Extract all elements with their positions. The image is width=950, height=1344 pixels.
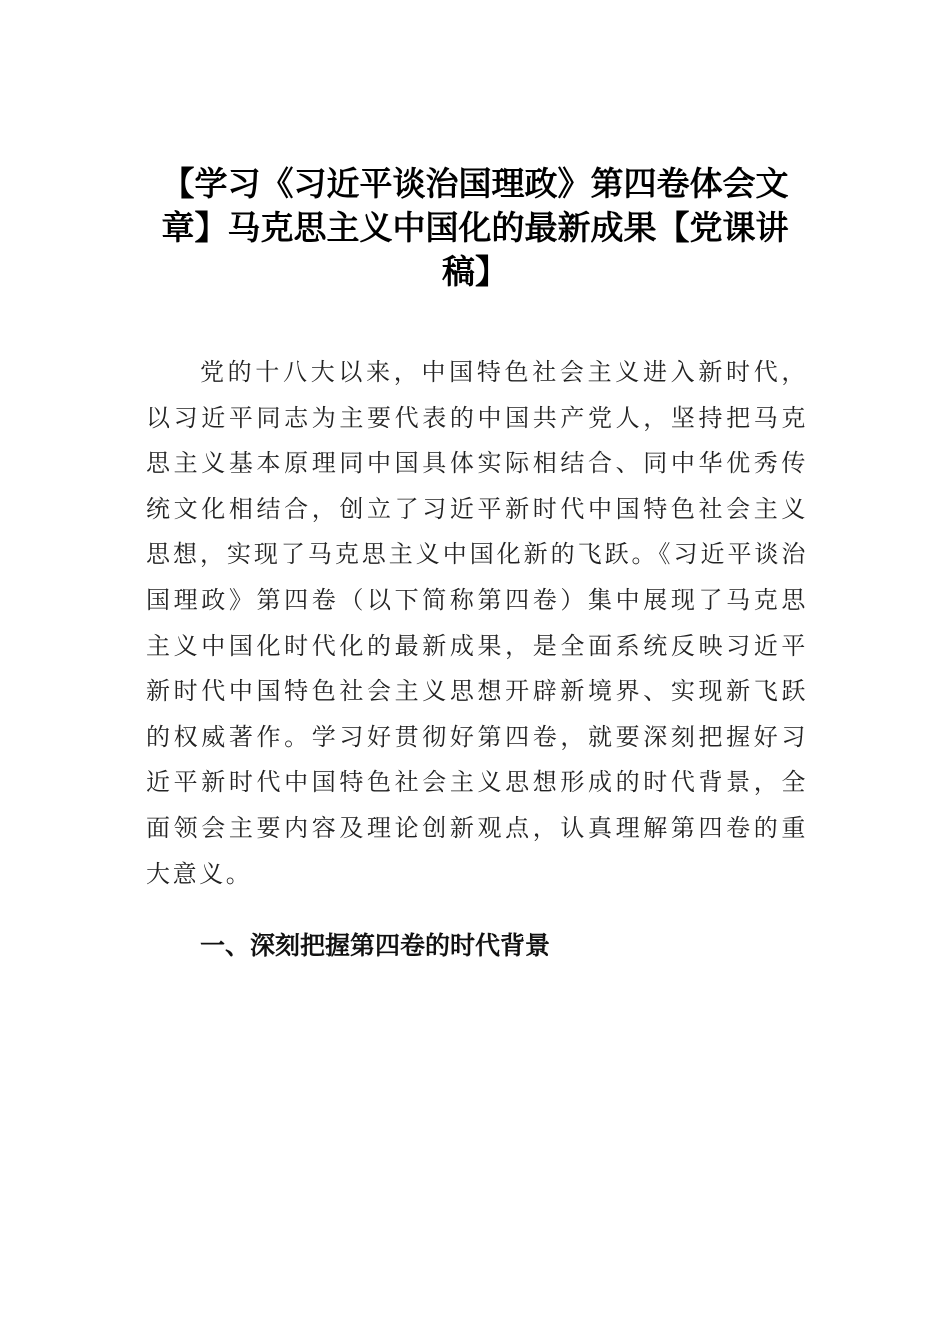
document-title: 【学习《习近平谈治国理政》第四卷体会文章】马克思主义中国化的最新成果【党课讲稿】 — [161, 164, 789, 291]
section-heading: 一、深刻把握第四卷的时代背景 — [200, 931, 551, 960]
body-paragraph: 党的十八大以来，中国特色社会主义进入新时代，以习近平同志为主要代表的中国共产党人，坚持把马克思主义基本原理同中国具体实际相结合、同中华优秀传统文化相结合，创立了习近平新时代中国特色社会主义思想，实现了马克思主义中国化新的飞跃。《习近平谈治国理政》第四卷（以下简称第四卷）集中展现了马克思主义中国化时代化的最新成果，是全面系统反映习近平新时代中国特色社会主义思想开辟新境界、实现新飞跃的权威著作。学习好贯彻好第四卷，就要深刻把握好习近平新时代中国特色社会主义思想形成的时代背景，全面领会主要内容及理论创新观点，认真理解第四卷的重大意义。 — [146, 358, 808, 888]
